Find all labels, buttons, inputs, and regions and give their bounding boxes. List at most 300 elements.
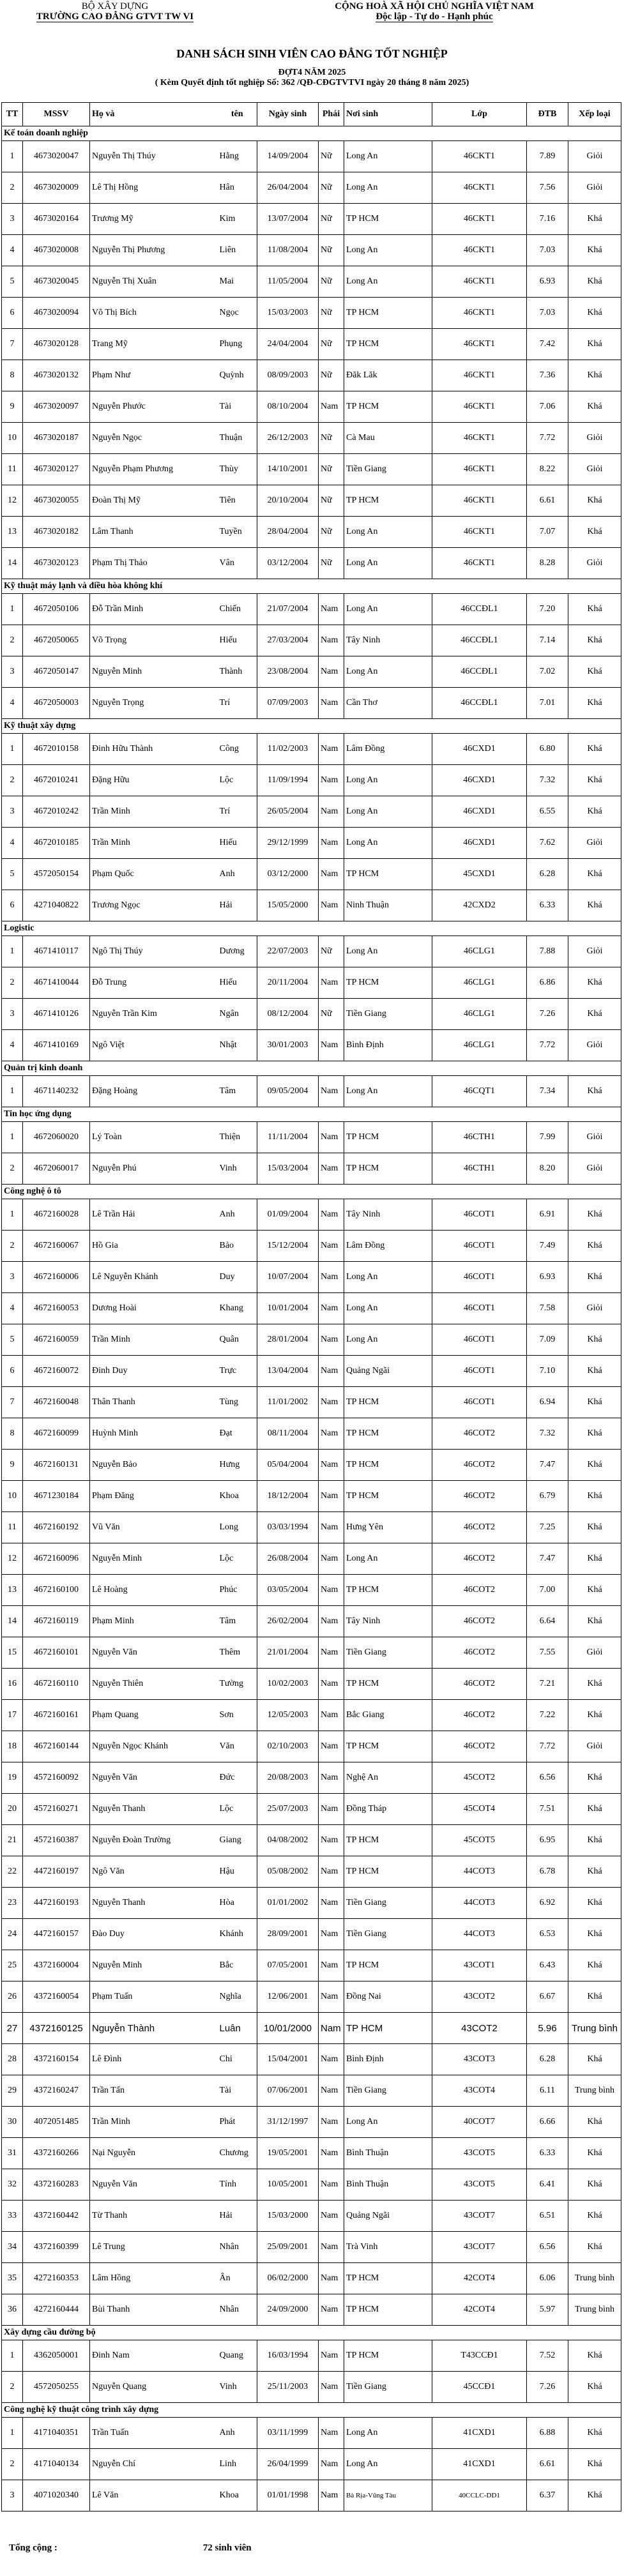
- table-row: [2, 266, 621, 298]
- table-row: [2, 1543, 621, 1575]
- row-mssv: 4672160110: [23, 1669, 90, 1700]
- row-lop: 46COT2: [432, 1669, 527, 1700]
- row-noi-sinh: Long An: [344, 936, 432, 967]
- row-xep-loai: Khá: [568, 1950, 621, 1981]
- row-tt: 31: [2, 2138, 23, 2169]
- row-lop: 46CLG1: [432, 936, 527, 967]
- row-ngay-sinh: 12/06/2001: [257, 1981, 319, 2013]
- row-dtb: 7.55: [527, 1637, 568, 1669]
- row-ngay-sinh: 26/04/2004: [257, 172, 319, 204]
- row-lop: 46COT2: [432, 1543, 527, 1575]
- row-mssv: 4673020055: [23, 485, 90, 517]
- row-lop: 46CKT1: [432, 172, 527, 204]
- row-xep-loai: Khá: [568, 859, 621, 890]
- row-ten: Hải: [218, 2201, 257, 2232]
- row-dtb: 6.80: [527, 734, 568, 765]
- row-mssv: 4672160099: [23, 1418, 90, 1450]
- table-row: [2, 2263, 621, 2294]
- row-mssv: 4673020047: [23, 141, 90, 172]
- row-xep-loai: Khá: [568, 1076, 621, 1107]
- row-ngay-sinh: 21/01/2004: [257, 1637, 319, 1669]
- table-row: [2, 2075, 621, 2107]
- row-phai: Nam: [319, 1076, 344, 1107]
- row-phai: Nam: [319, 391, 344, 423]
- row-xep-loai: Giỏi: [568, 141, 621, 172]
- row-mssv: 4572050154: [23, 859, 90, 890]
- row-xep-loai: Giỏi: [568, 936, 621, 967]
- row-ho: Trần Tuấn: [90, 2418, 218, 2449]
- row-lop: 46COT2: [432, 1450, 527, 1481]
- row-ngay-sinh: 07/09/2003: [257, 688, 319, 719]
- row-lop: 46CKT1: [432, 517, 527, 548]
- row-tt: 36: [2, 2294, 23, 2326]
- row-mssv: 4272160353: [23, 2263, 90, 2294]
- row-ho: Trần Minh: [90, 2107, 218, 2138]
- table-row: [2, 298, 621, 329]
- row-ho: Phạm Thị Thảo: [90, 548, 218, 579]
- table-row: [2, 1512, 621, 1543]
- table-row: [2, 890, 621, 921]
- table-row: [2, 2480, 621, 2512]
- row-dtb: 6.91: [527, 1199, 568, 1231]
- row-mssv: 4072051485: [23, 2107, 90, 2138]
- row-mssv: 4672160053: [23, 1293, 90, 1324]
- row-noi-sinh: Cà Mau: [344, 423, 432, 454]
- row-noi-sinh: Long An: [344, 548, 432, 579]
- row-noi-sinh: TP HCM: [344, 1731, 432, 1762]
- row-xep-loai: Khá: [568, 204, 621, 235]
- section-header-row: [2, 1061, 621, 1076]
- row-ho: Huỳnh Minh: [90, 1418, 218, 1450]
- table-row: [2, 204, 621, 235]
- row-tt: 3: [2, 2480, 23, 2512]
- row-noi-sinh: Long An: [344, 656, 432, 688]
- row-tt: 15: [2, 1637, 23, 1669]
- row-lop: 46COT1: [432, 1262, 527, 1293]
- row-dtb: 7.42: [527, 329, 568, 360]
- table-row: [2, 454, 621, 485]
- row-ho: Trương Mỹ: [90, 204, 218, 235]
- row-xep-loai: Khá: [568, 796, 621, 828]
- row-phai: Nữ: [319, 329, 344, 360]
- row-mssv: 4671410044: [23, 967, 90, 999]
- row-lop: 46CKT1: [432, 329, 527, 360]
- row-noi-sinh: Nghệ An: [344, 1762, 432, 1794]
- row-dtb: 7.25: [527, 1512, 568, 1543]
- row-ten: Hưng: [218, 1450, 257, 1481]
- row-dtb: 6.92: [527, 1888, 568, 1919]
- row-ngay-sinh: 11/11/2004: [257, 1122, 319, 1153]
- row-ngay-sinh: 11/05/2004: [257, 266, 319, 298]
- row-ho: Nguyễn Quang: [90, 2372, 218, 2403]
- row-noi-sinh: TP HCM: [344, 2263, 432, 2294]
- row-dtb: 6.53: [527, 1919, 568, 1950]
- section-header-row: [2, 579, 621, 594]
- row-ten: Nghĩa: [218, 1981, 257, 2013]
- row-xep-loai: Khá: [568, 1199, 621, 1231]
- row-phai: Nam: [319, 2372, 344, 2403]
- row-xep-loai: Khá: [568, 1387, 621, 1418]
- row-ho: Dương Hoài: [90, 1293, 218, 1324]
- row-ngay-sinh: 03/05/2004: [257, 1575, 319, 1606]
- table-row: [2, 1888, 621, 1919]
- row-noi-sinh: TP HCM: [344, 329, 432, 360]
- row-lop: 46CCĐL1: [432, 625, 527, 656]
- row-ngay-sinh: 03/12/2000: [257, 859, 319, 890]
- row-mssv: 4672160072: [23, 1356, 90, 1387]
- row-phai: Nam: [319, 1825, 344, 1856]
- row-noi-sinh: Bình Thuận: [344, 2169, 432, 2201]
- row-ngay-sinh: 10/05/2001: [257, 2169, 319, 2201]
- row-ten: Thuận: [218, 423, 257, 454]
- row-ngay-sinh: 10/01/2004: [257, 1293, 319, 1324]
- row-ho: Nguyễn Phú: [90, 1153, 218, 1185]
- row-lop: 46CXD1: [432, 765, 527, 796]
- table-row: [2, 360, 621, 391]
- row-ngay-sinh: 30/01/2003: [257, 1030, 319, 1061]
- row-noi-sinh: Cần Thơ: [344, 688, 432, 719]
- row-ten: Hiếu: [218, 828, 257, 859]
- row-ten: Anh: [218, 2418, 257, 2449]
- row-tt: 4: [2, 235, 23, 266]
- row-ho: Nguyễn Trần Kim: [90, 999, 218, 1030]
- row-ten: Nhân: [218, 2232, 257, 2263]
- row-noi-sinh: TP HCM: [344, 1669, 432, 1700]
- table-row: [2, 1356, 621, 1387]
- row-ten: Chi: [218, 2044, 257, 2075]
- row-phai: Nữ: [319, 266, 344, 298]
- row-noi-sinh: TP HCM: [344, 1153, 432, 1185]
- row-phai: Nữ: [319, 141, 344, 172]
- row-ngay-sinh: 15/03/2000: [257, 2201, 319, 2232]
- row-ngay-sinh: 06/02/2000: [257, 2263, 319, 2294]
- row-xep-loai: Trung bình: [568, 2013, 621, 2044]
- row-ngay-sinh: 25/11/2003: [257, 2372, 319, 2403]
- total-label: Tổng cộng :: [9, 2543, 57, 2553]
- row-dtb: 8.28: [527, 548, 568, 579]
- row-xep-loai: Khá: [568, 734, 621, 765]
- row-ten: Trí: [218, 688, 257, 719]
- row-ten: Ngọc: [218, 298, 257, 329]
- table-row: [2, 1418, 621, 1450]
- row-ho: Đinh Duy: [90, 1356, 218, 1387]
- row-tt: 20: [2, 1794, 23, 1825]
- row-ngay-sinh: 31/12/1997: [257, 2107, 319, 2138]
- national-motto: Độc lập - Tự do - Hạnh phúc: [376, 11, 493, 22]
- row-ho: Trần Minh: [90, 1324, 218, 1356]
- row-tt: 2: [2, 1153, 23, 1185]
- row-mssv: 4673020009: [23, 172, 90, 204]
- row-xep-loai: Khá: [568, 656, 621, 688]
- row-ngay-sinh: 07/06/2001: [257, 2075, 319, 2107]
- row-ho: Phạm Minh: [90, 1606, 218, 1637]
- row-tt: 1: [2, 594, 23, 625]
- row-ngay-sinh: 14/09/2004: [257, 141, 319, 172]
- row-ten: Chiến: [218, 594, 257, 625]
- row-phai: Nữ: [319, 204, 344, 235]
- row-mssv: 4672160006: [23, 1262, 90, 1293]
- row-lop: 46CLG1: [432, 967, 527, 999]
- row-ten: Tài: [218, 391, 257, 423]
- row-ho: Nguyễn Ngọc Khánh: [90, 1731, 218, 1762]
- row-tt: 13: [2, 1575, 23, 1606]
- row-mssv: 4472160193: [23, 1888, 90, 1919]
- row-phai: Nam: [319, 734, 344, 765]
- row-ten: Bắc: [218, 1950, 257, 1981]
- row-xep-loai: Giỏi: [568, 172, 621, 204]
- row-ten: Hằng: [218, 141, 257, 172]
- row-phai: Nam: [319, 1794, 344, 1825]
- row-phai: Nữ: [319, 235, 344, 266]
- row-xep-loai: Khá: [568, 1450, 621, 1481]
- table-row: [2, 391, 621, 423]
- table-row: [2, 517, 621, 548]
- row-dtb: 6.64: [527, 1606, 568, 1637]
- row-phai: Nam: [319, 1512, 344, 1543]
- row-ngay-sinh: 15/12/2004: [257, 1231, 319, 1262]
- row-xep-loai: Khá: [568, 1981, 621, 2013]
- row-dtb: 6.28: [527, 859, 568, 890]
- section-title: Quản trị kinh doanh: [2, 1061, 621, 1076]
- row-ten: Lộc: [218, 765, 257, 796]
- section-title: Kỹ thuật máy lạnh và điều hòa không khí: [2, 579, 621, 594]
- row-tt: 4: [2, 828, 23, 859]
- row-lop: 42COT4: [432, 2294, 527, 2326]
- row-dtb: 7.16: [527, 204, 568, 235]
- row-ngay-sinh: 11/02/2003: [257, 734, 319, 765]
- row-dtb: 7.06: [527, 391, 568, 423]
- row-dtb: 7.07: [527, 517, 568, 548]
- row-xep-loai: Khá: [568, 2107, 621, 2138]
- national-title: CỘNG HOÀ XÃ HỘI CHỦ NGHĨA VIỆT NAM: [335, 1, 534, 11]
- row-xep-loai: Khá: [568, 1575, 621, 1606]
- row-noi-sinh: TP HCM: [344, 1122, 432, 1153]
- row-ngay-sinh: 28/01/2004: [257, 1324, 319, 1356]
- row-phai: Nam: [319, 2044, 344, 2075]
- table-row: [2, 936, 621, 967]
- row-ten: Phụng: [218, 329, 257, 360]
- row-tt: 5: [2, 266, 23, 298]
- row-tt: 33: [2, 2201, 23, 2232]
- row-dtb: 6.55: [527, 796, 568, 828]
- row-tt: 25: [2, 1950, 23, 1981]
- row-xep-loai: Khá: [568, 2044, 621, 2075]
- row-phai: Nam: [319, 1324, 344, 1356]
- row-ngay-sinh: 10/07/2004: [257, 1262, 319, 1293]
- row-ten: Tường: [218, 1669, 257, 1700]
- row-ho: Nguyễn Thiên: [90, 1669, 218, 1700]
- section-title: Tin học ứng dụng: [2, 1107, 621, 1122]
- row-ngay-sinh: 08/09/2003: [257, 360, 319, 391]
- row-mssv: 4071020340: [23, 2480, 90, 2512]
- row-ho: Phạm Đăng: [90, 1481, 218, 1512]
- table-row: [2, 1637, 621, 1669]
- table-row: [2, 1030, 621, 1061]
- row-lop: 40CCLC-DD1: [432, 2480, 527, 2512]
- row-lop: 46CKT1: [432, 423, 527, 454]
- row-ten: Hòa: [218, 1888, 257, 1919]
- table-row: [2, 1919, 621, 1950]
- row-ngay-sinh: 19/05/2001: [257, 2138, 319, 2169]
- row-ngay-sinh: 07/05/2001: [257, 1950, 319, 1981]
- row-lop: 43COT1: [432, 1950, 527, 1981]
- row-dtb: 6.78: [527, 1856, 568, 1888]
- row-noi-sinh: Long An: [344, 266, 432, 298]
- row-ten: Khang: [218, 1293, 257, 1324]
- row-phai: Nữ: [319, 298, 344, 329]
- row-ngay-sinh: 16/03/1994: [257, 2340, 319, 2372]
- row-ho: Nguyễn Phước: [90, 391, 218, 423]
- row-lop: 45COT2: [432, 1762, 527, 1794]
- row-tt: 4: [2, 1030, 23, 1061]
- row-ho: Đỗ Trần Minh: [90, 594, 218, 625]
- row-ten: Liên: [218, 235, 257, 266]
- table-row: [2, 172, 621, 204]
- row-noi-sinh: Long An: [344, 235, 432, 266]
- row-mssv: 4372160442: [23, 2201, 90, 2232]
- row-ho: Phạm Quang: [90, 1700, 218, 1731]
- row-ho: Nại Nguyễn: [90, 2138, 218, 2169]
- row-ten: Dương: [218, 936, 257, 967]
- row-xep-loai: Khá: [568, 329, 621, 360]
- table-row: [2, 1387, 621, 1418]
- table-row: [2, 1481, 621, 1512]
- row-lop: 46CCĐL1: [432, 688, 527, 719]
- table-row: [2, 2449, 621, 2480]
- table-row: [2, 796, 621, 828]
- row-noi-sinh: Hưng Yên: [344, 1512, 432, 1543]
- row-ho: Nguyễn Văn: [90, 1637, 218, 1669]
- row-ngay-sinh: 22/07/2003: [257, 936, 319, 967]
- row-mssv: 4372160054: [23, 1981, 90, 2013]
- row-mssv: 4672160048: [23, 1387, 90, 1418]
- row-ho: Trần Minh: [90, 796, 218, 828]
- row-dtb: 5.97: [527, 2294, 568, 2326]
- row-tt: 9: [2, 1450, 23, 1481]
- row-tt: 5: [2, 859, 23, 890]
- row-xep-loai: Khá: [568, 1418, 621, 1450]
- row-ho: Nguyễn Minh: [90, 656, 218, 688]
- table-row: [2, 2340, 621, 2372]
- row-ngay-sinh: 01/01/1998: [257, 2480, 319, 2512]
- row-xep-loai: Khá: [568, 1324, 621, 1356]
- row-mssv: 4672060020: [23, 1122, 90, 1153]
- row-mssv: 4673020008: [23, 235, 90, 266]
- row-lop: 46CXD1: [432, 796, 527, 828]
- row-ten: Tuyền: [218, 517, 257, 548]
- row-phai: Nam: [319, 828, 344, 859]
- row-phai: Nam: [319, 1543, 344, 1575]
- row-noi-sinh: TP HCM: [344, 298, 432, 329]
- row-xep-loai: Giỏi: [568, 1293, 621, 1324]
- row-dtb: 6.61: [527, 2449, 568, 2480]
- row-dtb: 7.10: [527, 1356, 568, 1387]
- total-summary: [9, 2543, 252, 2554]
- row-phai: Nam: [319, 2107, 344, 2138]
- section-header-row: [2, 921, 621, 936]
- row-ngay-sinh: 05/04/2004: [257, 1450, 319, 1481]
- graduates-table: [1, 102, 621, 2512]
- table-row: [2, 1825, 621, 1856]
- row-mssv: 4672160131: [23, 1450, 90, 1481]
- row-dtb: 7.20: [527, 594, 568, 625]
- row-dtb: 6.93: [527, 1262, 568, 1293]
- row-ten: Chương: [218, 2138, 257, 2169]
- row-lop: 43COT5: [432, 2138, 527, 2169]
- row-lop: 46CKT1: [432, 204, 527, 235]
- table-row: [2, 2044, 621, 2075]
- row-dtb: 6.95: [527, 1825, 568, 1856]
- row-lop: 46COT1: [432, 1356, 527, 1387]
- row-lop: 46CKT1: [432, 235, 527, 266]
- row-noi-sinh: Ninh Thuận: [344, 890, 432, 921]
- row-xep-loai: Khá: [568, 1856, 621, 1888]
- row-ho: Đinh Nam: [90, 2340, 218, 2372]
- section-title: Công nghệ ô tô: [2, 1185, 621, 1199]
- row-mssv: 4672050003: [23, 688, 90, 719]
- row-ten: Tâm: [218, 1076, 257, 1107]
- row-xep-loai: Trung bình: [568, 2294, 621, 2326]
- table-row: [2, 2294, 621, 2326]
- row-lop: 43COT7: [432, 2201, 527, 2232]
- col-header-phai: Phái: [319, 103, 344, 126]
- row-noi-sinh: Bình Định: [344, 1030, 432, 1061]
- row-ten: Đạt: [218, 1418, 257, 1450]
- row-dtb: 6.93: [527, 266, 568, 298]
- row-ngay-sinh: 11/09/1994: [257, 765, 319, 796]
- row-tt: 7: [2, 329, 23, 360]
- row-ten: Đức: [218, 1762, 257, 1794]
- row-lop: 44COT3: [432, 1888, 527, 1919]
- row-tt: 14: [2, 548, 23, 579]
- table-row: [2, 734, 621, 765]
- row-xep-loai: Giỏi: [568, 1637, 621, 1669]
- row-ten: Quân: [218, 1324, 257, 1356]
- table-row: [2, 2013, 621, 2044]
- table-row: [2, 1324, 621, 1356]
- row-lop: 46CLG1: [432, 999, 527, 1030]
- row-mssv: 4572160271: [23, 1794, 90, 1825]
- row-ngay-sinh: 04/08/2002: [257, 1825, 319, 1856]
- row-ho: Nguyễn Thị Thúy: [90, 141, 218, 172]
- row-dtb: 6.43: [527, 1950, 568, 1981]
- row-dtb: 6.88: [527, 2418, 568, 2449]
- row-dtb: 7.72: [527, 1030, 568, 1061]
- row-ngay-sinh: 15/03/2003: [257, 298, 319, 329]
- row-tt: 3: [2, 204, 23, 235]
- row-xep-loai: Khá: [568, 1888, 621, 1919]
- row-mssv: 4672160059: [23, 1324, 90, 1356]
- row-noi-sinh: Tiền Giang: [344, 1637, 432, 1669]
- row-phai: Nam: [319, 625, 344, 656]
- row-tt: 2: [2, 1231, 23, 1262]
- row-ho: Phạm Tuấn: [90, 1981, 218, 2013]
- row-tt: 10: [2, 1481, 23, 1512]
- row-phai: Nam: [319, 1418, 344, 1450]
- row-noi-sinh: TP HCM: [344, 1950, 432, 1981]
- col-header-xep-loai: Xếp loại: [568, 103, 621, 126]
- table-row: [2, 548, 621, 579]
- row-ngay-sinh: 23/08/2004: [257, 656, 319, 688]
- row-dtb: 5.96: [527, 2013, 568, 2044]
- table-row: [2, 828, 621, 859]
- row-ngay-sinh: 01/01/2002: [257, 1888, 319, 1919]
- row-tt: 22: [2, 1856, 23, 1888]
- row-dtb: 7.58: [527, 1293, 568, 1324]
- row-noi-sinh: Đăk Lăk: [344, 360, 432, 391]
- row-noi-sinh: Tây Ninh: [344, 1606, 432, 1637]
- row-phai: Nữ: [319, 936, 344, 967]
